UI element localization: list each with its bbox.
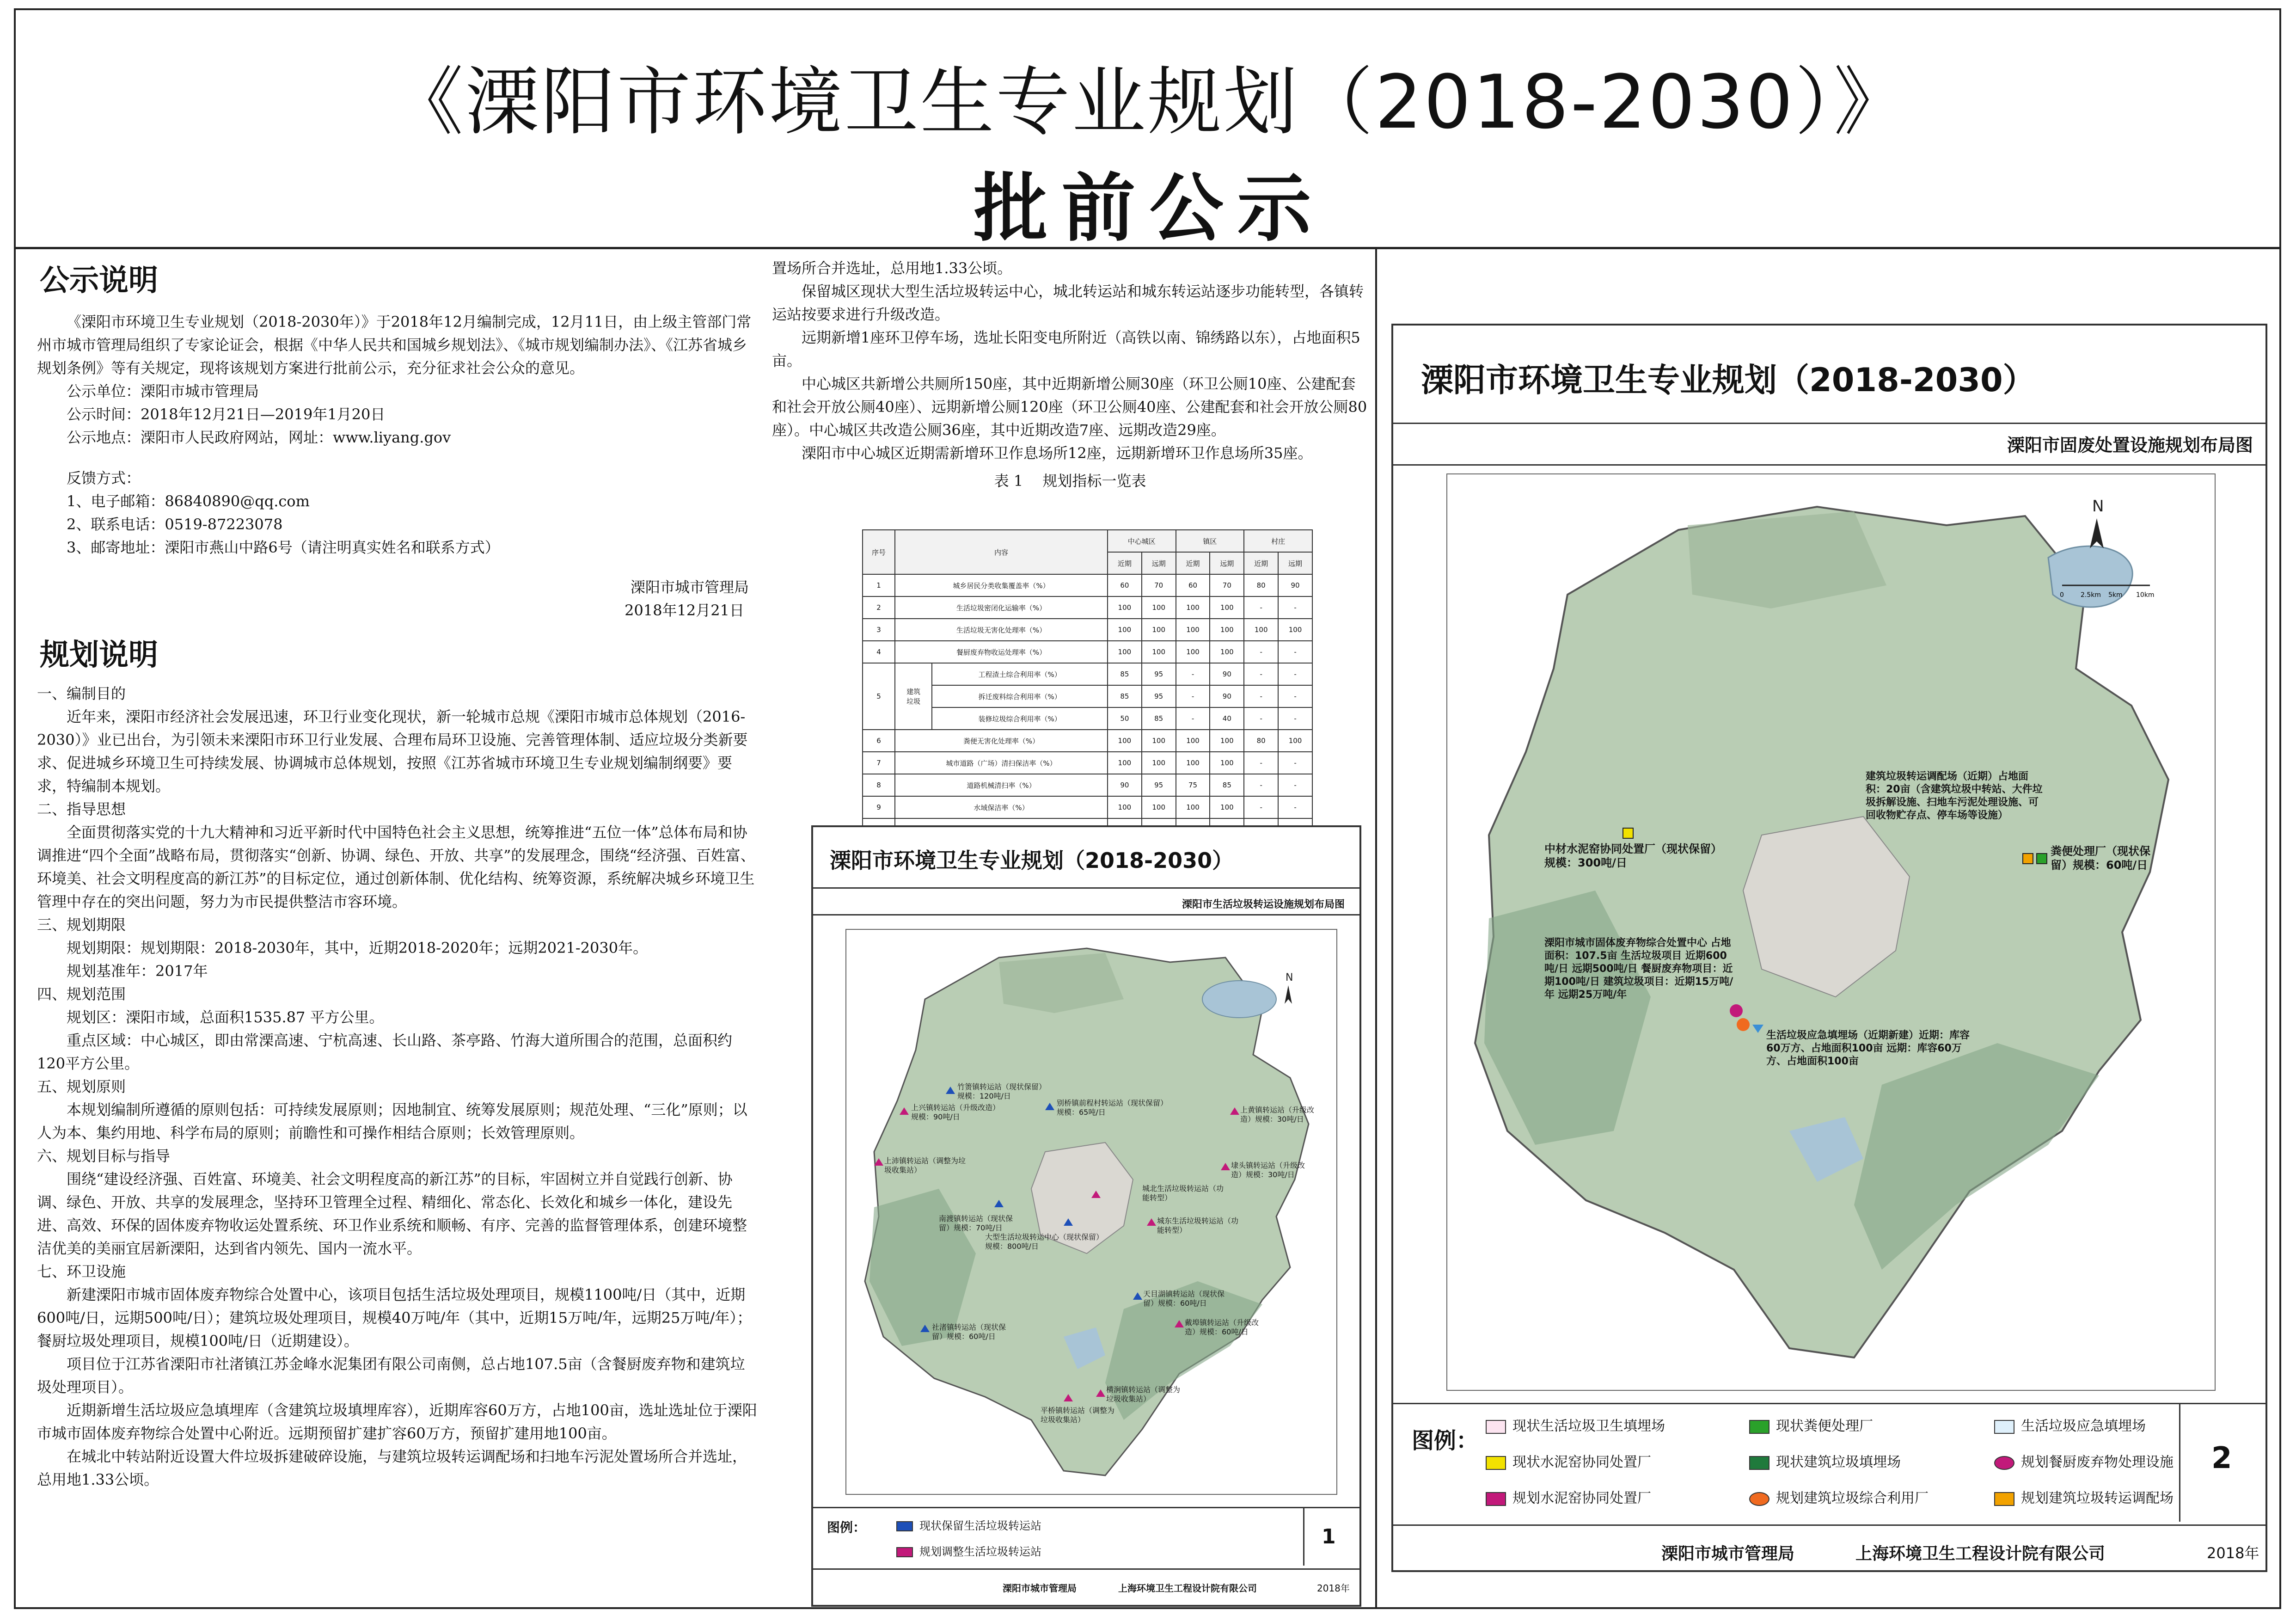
table-cell: - — [1244, 596, 1278, 619]
table-cell: 90 — [1278, 574, 1312, 596]
right-divider — [1375, 248, 1377, 1608]
table-cell: - — [1278, 796, 1312, 818]
legend-item: 规划餐厨废弃物处理设施 — [1994, 1450, 2174, 1471]
table-cell: 40 — [1210, 707, 1244, 730]
station-label: 竹箦镇转运站（现状保留）规模：120吨/日 — [957, 1082, 1043, 1100]
map-panel-large — [1391, 324, 2267, 1572]
table-cell: 90 — [1210, 663, 1244, 685]
table-cell: 100 — [1108, 752, 1142, 774]
cement-plant-label: 中材水泥窑协同处置厂（现状保留）规模：300吨/日 — [1544, 842, 1716, 869]
scale-label: 2.5km — [2081, 591, 2101, 599]
notice-place: 公示地点：溧阳市人民政府网站，网址：www.liyang.gov — [67, 429, 451, 446]
table-cell: - — [1244, 641, 1278, 663]
table-cell: 60 — [1108, 574, 1142, 596]
indicator-table — [862, 529, 1313, 841]
north-arrow-shape — [2090, 518, 2104, 548]
station-label: 社渚镇转运站（现状保留）规模：60吨/日 — [932, 1323, 1006, 1341]
page-title: 《溧阳市环境卫生专业规划（2018-2030）》 — [389, 59, 1910, 145]
plan-s7e: 保留城区现状大型生活垃圾转运中心，城北转运站和城东转运站逐步功能转型，各镇转运站按要求进行升级改造。 — [772, 283, 1364, 323]
table-cell: 9 — [863, 796, 895, 818]
table-cell: 100 — [1142, 752, 1176, 774]
station-label: 平桥镇转运站（调整为垃圾收集站） — [1041, 1406, 1115, 1424]
table-row — [863, 752, 1312, 774]
table-cell: 85 — [1108, 685, 1142, 707]
scale-label: 5km — [2108, 591, 2123, 599]
feedback-phone: 2、联系电话：0519-87223078 — [67, 516, 283, 533]
notice-heading: 公示说明 — [40, 264, 158, 298]
plan-s7g: 中心城区共新增公共厕所150座，其中近期新增公厕30座（环卫公厕10座、公建配套和社会开放公厕40座）、远期新增公厕120座（环卫公厕40座、公建配套和社会开放公厕80座）。中心城区共改造公厕36座，其中近期改造7座、远期改造29座。 — [772, 375, 1367, 439]
table-cell: 3 — [863, 619, 895, 641]
food-waste-icon — [1994, 1456, 2014, 1470]
feces-plant-label: 粪便处理厂（现状保留）规模：60吨/日 — [2051, 845, 2150, 872]
cement-plant-icon — [1623, 828, 1633, 838]
feedback-address: 3、邮寄地址：溧阳市燕山中路6号（请注明真实姓名和联系方式） — [67, 539, 500, 556]
th-sub: 近期 — [1176, 552, 1210, 574]
sign-date: 2018年12月21日 — [625, 602, 744, 619]
feedback-email: 1、电子邮箱：86840890@qq.com — [67, 492, 310, 510]
header-frame — [14, 8, 2281, 252]
recycle-plant-icon — [1749, 1492, 1769, 1506]
table-cell: 粪便无害化处理率（%） — [895, 730, 1108, 752]
table-cell: 100 — [1108, 641, 1142, 663]
table-cell: 100 — [1142, 641, 1176, 663]
table-cell: 拆迁废料综合利用率（%） — [932, 685, 1108, 707]
legend-title: 图例： — [827, 1520, 866, 1535]
station-label: 城东生活垃圾转运站（功能转型） — [1157, 1216, 1239, 1235]
legend-item: 现状粪便处理厂 — [1749, 1414, 1873, 1435]
table-cell: 50 — [1108, 707, 1142, 730]
table-cell: 100 — [1176, 619, 1210, 641]
plan-s5-title: 五、规划原则 — [37, 1078, 126, 1095]
table-cell: 7 — [863, 752, 895, 774]
feedback-title: 反馈方式： — [67, 469, 141, 487]
footer-year: 2018年 — [1317, 1583, 1350, 1594]
table-cell: 6 — [863, 730, 895, 752]
plan-s4a: 规划区：溧阳市域，总面积1535.87 平方公里。 — [67, 1008, 384, 1026]
footer-org2: 上海环境卫生工程设计院有限公司 — [1855, 1544, 2106, 1563]
table-cell: - — [1244, 796, 1278, 818]
table-cell: - — [1278, 774, 1312, 796]
station-label: 上黄镇转运站（升级改造）规模：30吨/日 — [1240, 1106, 1315, 1124]
table-cell: 4 — [863, 641, 895, 663]
map-large-subtitle-rule — [1393, 464, 2265, 466]
legend-item: 规划建筑垃圾综合利用厂 — [1749, 1487, 1929, 1507]
table-cell: 100 — [1210, 596, 1244, 619]
notice-unit: 公示单位：溧阳市城市管理局 — [67, 382, 259, 400]
map-small-title-band — [813, 827, 1359, 889]
plan-s2: 全面贯彻落实党的十九大精神和习近平新时代中国特色社会主义思想，统筹推进“五位一体”总体布局和协调推进“四个全面”战略布局，贯彻落实“创新、协调、绿色、开放、共享”的发展理念，围绕“经济强、百姓富、环境美、社会文明程度高的新江苏”的目标定位，通过创新体制、优化结构、统筹资源，系统解决城乡环境卫生管理中存在的突出问题，努力为市民提供整洁市容环境。 — [37, 823, 755, 910]
table-cell: 95 — [1142, 663, 1176, 685]
table-cell: 100 — [1176, 641, 1210, 663]
table-cell: - — [1278, 707, 1312, 730]
table-cell: - — [1278, 752, 1312, 774]
map-large-page-no: 2 — [2211, 1441, 2232, 1475]
table-cell: 100 — [1210, 619, 1244, 641]
plan-s2-title: 二、指导思想 — [37, 800, 126, 818]
table-cell: - — [1278, 641, 1312, 663]
legend-item: 规划建筑垃圾转运调配场 — [1994, 1487, 2174, 1507]
station-label: 大型生活垃圾转运中心（现状保留）规模：800吨/日 — [985, 1233, 1104, 1251]
feces-plant-icon — [2037, 854, 2047, 864]
table-cell: 水域保洁率（%） — [895, 796, 1108, 818]
table-row — [863, 663, 1312, 685]
table-cell: 100 — [1108, 619, 1142, 641]
table-cell: - — [1244, 707, 1278, 730]
station-label: 别桥镇前程村转运站（现状保留）规模：65吨/日 — [1057, 1099, 1168, 1117]
table-row — [863, 730, 1312, 752]
table-cell: 100 — [1176, 730, 1210, 752]
transfer-yard-label: 建筑垃圾转运调配场（近期）占地面积：20亩（含建筑垃圾中转站、大件垃圾拆解设施、扫地车污泥处理设施、可回收物贮存点、停车场等设施） — [1866, 771, 2043, 821]
plan-s7c: 近期新增生活垃圾应急填埋库（含建筑垃圾填埋库容），近期库容60万方，占地100亩，选址选址位于溧阳市城市固体废弃物综合处置中心附近。远期预留扩建扩容60万方，预留扩建用地100亩。 — [37, 1401, 757, 1442]
map-panel-small — [811, 825, 1361, 1607]
table-cell: - — [1244, 663, 1278, 685]
plan-s7f: 远期新增1座环卫停车场，选址长阳变电所附近（高铁以南、锦绣路以东），占地面积5亩。 — [772, 329, 1360, 369]
scale-label: 0 — [2060, 591, 2064, 599]
construction-landfill-icon — [1749, 1456, 1769, 1470]
table-cell: 95 — [1142, 685, 1176, 707]
north-arrow: N — [1286, 972, 1293, 983]
table-cell-group: 建筑 垃圾 — [895, 663, 932, 730]
indicator-table-body — [863, 574, 1312, 841]
table-cell: 90 — [1210, 685, 1244, 707]
table-cell: 100 — [1142, 796, 1176, 818]
notice-intro: 《溧阳市环境卫生专业规划（2018-2030年）》于2018年12月编制完成，12月11日，由上级主管部门常州市城市管理局组织了专家论证会，根据《中华人民共和国城乡规划法》、《城市规划编制办法》、《江苏省城乡规划条例》等有关规定，现将该规划方案进行批前公示，充分征求社会公众的意见。 — [37, 313, 752, 377]
map-small-footer — [813, 1572, 1359, 1604]
plan-s6-title: 六、规划目标与指导 — [37, 1147, 171, 1165]
th-sub: 远期 — [1210, 552, 1244, 574]
table-cell: 75 — [1176, 774, 1210, 796]
table-row — [863, 641, 1312, 663]
plan-s3-title: 三、规划期限 — [37, 916, 126, 934]
legend-item: 规划水泥窑协同处置厂 — [1486, 1487, 1651, 1507]
table-cell: - — [1176, 663, 1210, 685]
table-cell: 100 — [1176, 752, 1210, 774]
table-cell: 2 — [863, 596, 895, 619]
table-cell: 100 — [1108, 796, 1142, 818]
table-cell: 70 — [1210, 574, 1244, 596]
landfill-existing-icon — [1486, 1420, 1506, 1434]
waste-center-label: 溧阳市城市固体废弃物综合处置中心 占地面积：107.5亩 生活垃圾项目 近期600吨/日 远期500吨/日 餐厨废弃物项目：近期100吨/日 建筑垃圾项目：近期15万吨/年 远期25万吨/年 — [1544, 937, 1733, 1001]
plan-s4b: 重点区域：中心城区，即由常溧高速、宁杭高速、长山路、茶亭路、竹海大道所围合的范围，总面积约120平方公里。 — [37, 1032, 733, 1072]
table-cell: - — [1278, 663, 1312, 685]
table-cell: 工程渣土综合利用率（%） — [932, 663, 1108, 685]
table-cell: 85 — [1142, 707, 1176, 730]
scale-label: 10km — [2136, 591, 2155, 599]
table-row — [863, 796, 1312, 818]
transfer-yard-icon — [2023, 854, 2033, 864]
plan-s7-title: 七、环卫设施 — [37, 1263, 126, 1280]
table-cell: 城乡居民分类收集覆盖率（%） — [895, 574, 1108, 596]
legend-item: 生活垃圾应急填埋场 — [1994, 1414, 2146, 1435]
table-cell: 100 — [1142, 619, 1176, 641]
plan-s5: 本规划编制所遵循的原则包括：可持续发展原则；因地制宜、统筹发展原则；规范处理、“三化”原则；以人为本、集约用地、科学布局的原则；前瞻性和可操作相结合原则；长效管理原则。 — [37, 1101, 747, 1142]
map-small-legend — [813, 1507, 1359, 1570]
table-cell: 生活垃圾密闭化运输率（%） — [895, 596, 1108, 619]
th-sub: 近期 — [1108, 552, 1142, 574]
plan-s7h: 溧阳市中心城区近期需新增环卫作息场所12座，远期新增环卫作息场所35座。 — [802, 444, 1313, 462]
station-label: 天目湖镇转运站（现状保留）规模：60吨/日 — [1143, 1290, 1225, 1308]
legend-item: 现状水泥窑协同处置厂 — [1486, 1450, 1651, 1471]
legend-item: 现状生活垃圾卫生填埋场 — [1486, 1414, 1665, 1435]
table-cell: 城市道路（广场）清扫保洁率（%） — [895, 752, 1108, 774]
table-caption: 表 1 规划指标一览表 — [994, 472, 1146, 490]
plan-s7d-cont: 置场所合并选址，总用地1.33公顷。 — [772, 259, 1012, 277]
table-cell: 100 — [1176, 796, 1210, 818]
table-cell: 100 — [1210, 796, 1244, 818]
plan-s7b: 项目位于江苏省溧阳市社渚镇江苏金峰水泥集团有限公司南侧，总占地107.5亩（含餐厨废弃物和建筑垃圾处理项目）。 — [37, 1355, 745, 1396]
plan-s1-title: 一、编制目的 — [37, 685, 126, 702]
map-large-footer — [1393, 1528, 2265, 1569]
map-large-title-band — [1393, 326, 2265, 424]
emergency-landfill-icon — [1994, 1420, 2014, 1434]
table-cell: - — [1278, 596, 1312, 619]
table-cell: 80 — [1244, 574, 1278, 596]
plan-heading: 规划说明 — [40, 638, 158, 672]
table-cell: - — [1176, 707, 1210, 730]
landfill-label: 生活垃圾应急填埋场（近期新建）近期：库容60万方、占地面积100亩 远期：库容60万方、占地面积100亩 — [1766, 1030, 1970, 1067]
table-row — [863, 596, 1312, 619]
sign-org: 溧阳市城市管理局 — [630, 578, 749, 596]
page-subtitle: 批前公示 — [974, 165, 1325, 252]
table-cell: 8 — [863, 774, 895, 796]
cement-planned-icon — [1486, 1492, 1506, 1506]
table-cell: 100 — [1278, 619, 1312, 641]
plan-s4-title: 四、规划范围 — [37, 985, 126, 1003]
table-cell: 装修垃圾综合利用率（%） — [932, 707, 1108, 730]
map-large-title: 溧阳市环境卫生专业规划（2018-2030） — [1421, 361, 2035, 399]
map-large-svg — [1447, 474, 2215, 1390]
table-cell: 100 — [1244, 619, 1278, 641]
station-label: 南渡镇转运站（现状保留）规模：70吨/日 — [939, 1214, 1013, 1232]
table-cell: 餐厨废弃物收运处理率（%） — [895, 641, 1108, 663]
table-cell: 85 — [1108, 663, 1142, 685]
footer-org2: 上海环境卫生工程设计院有限公司 — [1118, 1583, 1257, 1594]
map-large-subtitle: 溧阳市固废处置设施规划布局图 — [2007, 435, 2253, 455]
center-recycle-icon — [1737, 1018, 1750, 1031]
table-cell: - — [1244, 685, 1278, 707]
footer-org1: 溧阳市城市管理局 — [1661, 1544, 1795, 1563]
th-sub: 近期 — [1244, 552, 1278, 574]
th-no: 序号 — [863, 530, 895, 574]
table-row — [863, 774, 1312, 796]
station-label: 上兴镇转运站（升级改造）规模：90吨/日 — [911, 1103, 1000, 1121]
table-cell: 100 — [1108, 596, 1142, 619]
table-cell: 100 — [1108, 730, 1142, 752]
th-village: 村庄 — [1244, 530, 1312, 552]
plan-s7d-start: 在城北中转站附近设置大件垃圾拆建破碎设施，与建筑垃圾转运调配场和扫地车污泥处置场所合并选址，总用地1.33公顷。 — [37, 1448, 747, 1488]
footer-year: 2018年 — [2207, 1544, 2259, 1562]
map-large-area — [1446, 473, 2216, 1391]
table-cell: 90 — [1108, 774, 1142, 796]
table-cell: - — [1244, 774, 1278, 796]
pink-station-icon — [896, 1547, 913, 1557]
table-row — [863, 574, 1312, 596]
th-sub: 远期 — [1278, 552, 1312, 574]
map-small-title: 溧阳市环境卫生专业规划（2018-2030） — [830, 848, 1234, 873]
table-cell: 60 — [1176, 574, 1210, 596]
table-cell: 100 — [1210, 730, 1244, 752]
blue-station-icon — [896, 1521, 913, 1531]
table-cell: 道路机械清扫率（%） — [895, 774, 1108, 796]
feces-plant-icon — [1749, 1420, 1769, 1434]
legend-item: 规划调整生活垃圾转运站 — [896, 1542, 1041, 1559]
station-label: 城北生活垃圾转运站（功能转型） — [1142, 1184, 1224, 1202]
station-label: 上沛镇转运站（调整为垃圾收集站） — [884, 1156, 966, 1174]
legend-item: 现状建筑垃圾填埋场 — [1749, 1450, 1901, 1471]
plan-continued — [772, 257, 1368, 492]
center-food-icon — [1730, 1004, 1743, 1017]
table-cell: 100 — [1176, 596, 1210, 619]
station-label: 横涧镇转运站（调整为垃圾收集站） — [1106, 1385, 1181, 1403]
station-label: 戴埠镇转运站（升级改造）规模：60吨/日 — [1185, 1318, 1259, 1336]
plan-s3a: 规划期限：规划期限：2018-2030年，其中，近期2018-2020年；远期2021-2030年。 — [67, 939, 648, 957]
plan-s7a: 新建溧阳市城市固体废弃物综合处置中心，该项目包括生活垃圾处理项目，规模1100吨/日（其中，近期600吨/日，远期500吨/日）；建筑垃圾处理项目，规模40万吨/年（其中，近期15万吨/年，远期25万吨/年）；餐厨垃圾处理项目，规模100吨/日（近期建设）。 — [37, 1286, 752, 1350]
table-cell: 100 — [1278, 730, 1312, 752]
transfer-yard-icon — [1994, 1492, 2014, 1506]
table-cell: 70 — [1142, 574, 1176, 596]
station-label: 埭头镇转运站（升级改造）规模：30吨/日 — [1231, 1161, 1305, 1179]
legend-divider — [2179, 1404, 2180, 1522]
table-cell: - — [1176, 685, 1210, 707]
table-cell: 100 — [1210, 641, 1244, 663]
map-small-subtitle-rule — [813, 914, 1359, 915]
table-cell: - — [1278, 685, 1312, 707]
table-cell: 80 — [1244, 730, 1278, 752]
legend-title: 图例： — [1412, 1428, 1479, 1454]
table-cell: 100 — [1210, 752, 1244, 774]
table-cell: 100 — [1142, 730, 1176, 752]
map-small-page-no: 1 — [1322, 1525, 1336, 1548]
th-town: 镇区 — [1176, 530, 1244, 552]
th-sub: 远期 — [1142, 552, 1176, 574]
cement-existing-icon — [1486, 1456, 1506, 1470]
map-large-legend — [1393, 1403, 2265, 1526]
table-cell: - — [1244, 752, 1278, 774]
plan-s6: 围绕“建设经济强、百姓富、环境美、社会文明程度高的新江苏”的目标，牢固树立并自觉践行创新、协调、绿色、开放、共享的发展理念，坚持环卫管理全过程、精细化、常态化、长效化和城乡一体化，建设先进、高效、环保的固体废弃物收运处置系统、环卫作业系统和顺畅、有序、完善的监督管理体系，创建环境整洁优美的美丽宜居新溧阳，达到省内领先、国内一流水平。 — [37, 1170, 747, 1257]
table-cell: 100 — [1142, 596, 1176, 619]
table-cell: 5 — [863, 663, 895, 730]
table-cell: 95 — [1142, 774, 1176, 796]
legend-item: 现状保留生活垃圾转运站 — [896, 1517, 1041, 1533]
north-arrow-shape — [1285, 985, 1292, 1004]
th-content: 内容 — [895, 530, 1108, 574]
table-cell: 1 — [863, 574, 895, 596]
footer-org1: 溧阳市城市管理局 — [1003, 1583, 1077, 1594]
th-city: 中心城区 — [1108, 530, 1176, 552]
table-row — [863, 619, 1312, 641]
notice-section — [37, 257, 758, 1488]
table-cell: 85 — [1210, 774, 1244, 796]
indicator-table-wrap — [862, 529, 1313, 841]
map-small-area — [845, 929, 1337, 1495]
plan-s1: 近年来，溧阳市经济社会发展迅速，环卫行业变化现状，新一轮城市总规《溧阳市城市总体规划（2016-2030）》业已出台，为引领未来溧阳市环卫行业发展、合理布局环卫设施、完善管理体制、适应垃圾分类新要求、促进城乡环境卫生可持续发展、协调城市总体规划，按照《江苏省城市环境卫生专业规划编制纲要》要求，特编制本规划。 — [37, 708, 748, 795]
north-arrow: N — [2092, 497, 2104, 516]
table-cell: 生活垃圾无害化处理率（%） — [895, 619, 1108, 641]
lake — [1202, 981, 1276, 1018]
notice-time: 公示时间：2018年12月21日—2019年1月20日 — [67, 406, 386, 423]
legend-divider — [1303, 1508, 1304, 1566]
map-small-subtitle: 溧阳市生活垃圾转运设施规划布局图 — [1182, 899, 1345, 910]
plan-s3b: 规划基准年：2017年 — [67, 962, 208, 980]
